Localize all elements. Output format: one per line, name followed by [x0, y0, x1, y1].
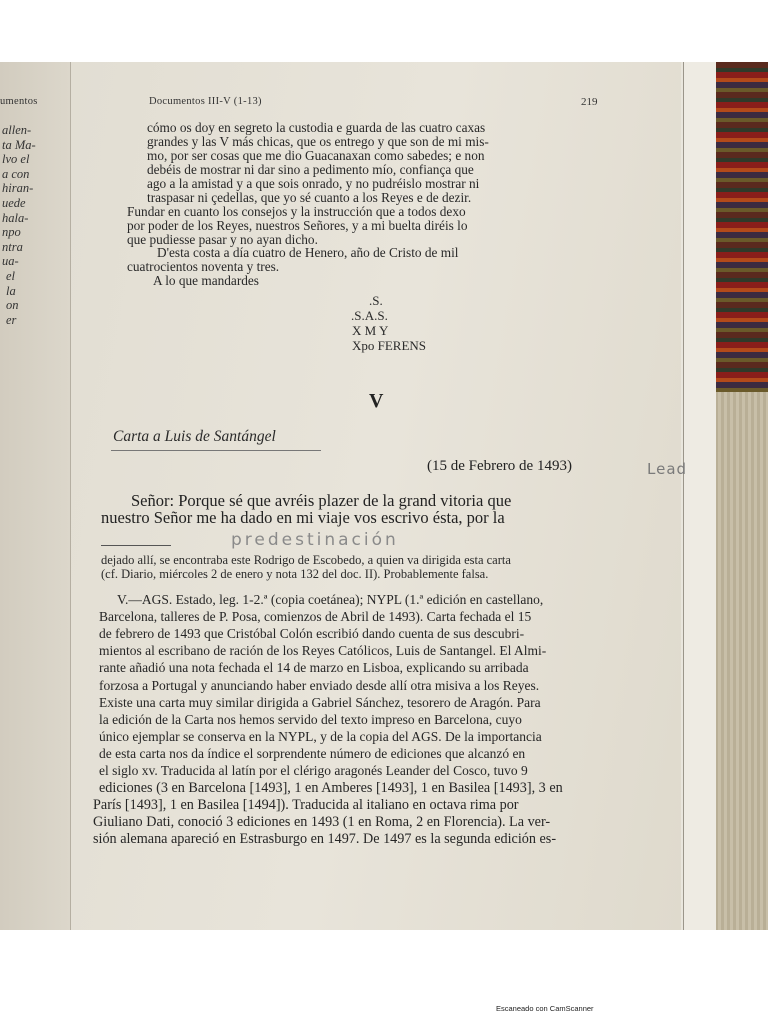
footnote-rule: [101, 545, 171, 546]
note-line: Barcelona, talleres de P. Posa, comienzos de Abril de 1493). Carta fechada el 15: [99, 609, 532, 625]
left-margin-line: a con: [2, 166, 30, 181]
letter-line: ago a la amistad y a que sois onrado, y no pudréislo mostrar ni: [147, 176, 480, 191]
letter-line: que pudiesse pasar y no ayan dicho.: [127, 232, 318, 247]
page-stack-edge: [683, 62, 716, 930]
note-line: Giuliano Dati, conoció 3 ediciones en 1493 (1 en Roma, 2 en Florencia). La ver-: [93, 814, 551, 831]
letter-line: debéis de mostrar ni dar sino a pedimento mío, confiança que: [147, 162, 474, 177]
letter-line: grandes y las V más chicas, que os entrego y que son de mi mis-: [147, 134, 489, 149]
left-margin-line: ta Ma-: [2, 137, 36, 152]
scanner-watermark: Escaneado con CamScanner: [496, 1004, 594, 1013]
left-margin-line: ntra: [2, 239, 23, 254]
left-running-head: umentos: [0, 96, 38, 107]
note-line: V.—AGS. Estado, leg. 1-2.ª (copia coetánea); NYPL (1.ª edición en castellano,: [117, 592, 544, 607]
title-underline: [111, 450, 321, 451]
letter-line: cómo os doy en segreto la custodia e guarda de las cuatro caxas: [147, 120, 486, 135]
note-line: París [1493], 1 en Basilea [1494]). Traducida al italiano en octava rima por: [93, 797, 519, 814]
note-line: mientos al escribano de ración de los Reyes Católicos, Luis de Santangel. El Almi-: [99, 643, 547, 659]
section-title: Carta a Luis de Santángel: [113, 428, 276, 445]
signature-line: .S.: [369, 293, 383, 308]
left-margin-line: uede: [2, 196, 26, 210]
signature-line: Xpo FERENS: [352, 338, 427, 353]
note-line: sión alemana apareció en Estrasburgo en 1497. De 1497 es la segunda edición es-: [93, 831, 557, 848]
left-margin-line: er: [6, 312, 17, 327]
left-margin-line: el: [6, 269, 16, 283]
page-number: 219: [581, 96, 598, 108]
letter-line: cuatrocientos noventa y tres.: [127, 259, 280, 274]
left-margin-line: hiran-: [2, 181, 34, 196]
running-head: Documentos III-V (1-13): [149, 96, 262, 107]
footnote-line: dejado allí, se encontraba este Rodrigo de Escobedo, a quien va dirigida esta carta: [101, 553, 511, 567]
letter-line: por poder de los Reyes, nuestros Señores, y a mi buelta diréis lo: [127, 218, 468, 233]
note-line: forzosa a Portugal y anunciando haber enviado desde allí otra misiva a los Reyes.: [99, 677, 540, 693]
letter-line: A lo que mandardes: [153, 273, 259, 288]
left-margin-line: allen-: [2, 123, 32, 137]
section-numeral: V: [369, 390, 384, 412]
left-margin-line: ua-: [2, 254, 19, 269]
signature-line: X M Y: [352, 323, 389, 338]
note-line: ediciones (3 en Barcelona [1493], 1 en Amberes [1493], 1 en Basilea [1493], 3 en: [99, 780, 563, 797]
letter-line: mo, por ser cosas que me dio Guacanaxan como sabedes; e non: [147, 148, 485, 163]
letter-line: traspasar ni çedellas, que yo sé cuanto a los Reyes e de dezir.: [147, 190, 472, 205]
handwritten-annotation: Lead: [647, 460, 688, 478]
letter-date: (15 de Febrero de 1493): [427, 458, 572, 474]
signature-line: .S.A.S.: [351, 308, 388, 323]
letter-line: Fundar en cuanto los consejos y la instrucción que a todos dexo: [127, 204, 466, 219]
opening-line: Señor: Porque sé que avréis plazer de la grand vitoria que: [131, 491, 512, 510]
scanned-photo: [0, 62, 768, 930]
note-line: único ejemplar se conserva en la NYPL, y de la copia del AGS. De la importancia: [99, 728, 542, 744]
book-page: [70, 62, 688, 930]
left-margin-line: on: [6, 298, 19, 313]
left-margin-line: hala-: [2, 210, 29, 225]
note-line: la edición de la Carta nos hemos servido del texto impreso en Barcelona, cuyo: [99, 711, 522, 727]
note-line: de febrero de 1493 que Cristóbal Colón escribió dando cuenta de sus descubri-: [99, 626, 525, 642]
left-margin-line: la: [6, 283, 16, 298]
left-page-fragment: [0, 62, 70, 930]
pencil-note: predestinación: [231, 530, 399, 550]
footnote-line: (cf. Diario, miércoles 2 de enero y nota 132 del doc. II). Probablemente falsa.: [101, 567, 489, 581]
note-line: de esta carta nos da índice el sorprendente número de ediciones que alcanzó en: [99, 745, 526, 761]
note-line: Existe una carta muy similar dirigida a Gabriel Sánchez, tesorero de Aragón. Para: [99, 694, 541, 710]
letter-line: D'esta costa a día cuatro de Henero, año de Cristo de mil: [157, 245, 459, 260]
left-margin-line: npo: [2, 225, 21, 240]
note-line: el siglo xv. Traducida al latín por el clérigo aragonés Leander del Cosco, tuvo 9: [99, 763, 528, 778]
opening-line: nuestro Señor me ha dado en mi viaje vos escrivo ésta, por la: [101, 508, 505, 527]
left-margin-line: lvo el: [2, 152, 30, 167]
note-line: rante añadió una nota fechada el 14 de marzo en Lisboa, explicando su arribada: [99, 660, 529, 676]
